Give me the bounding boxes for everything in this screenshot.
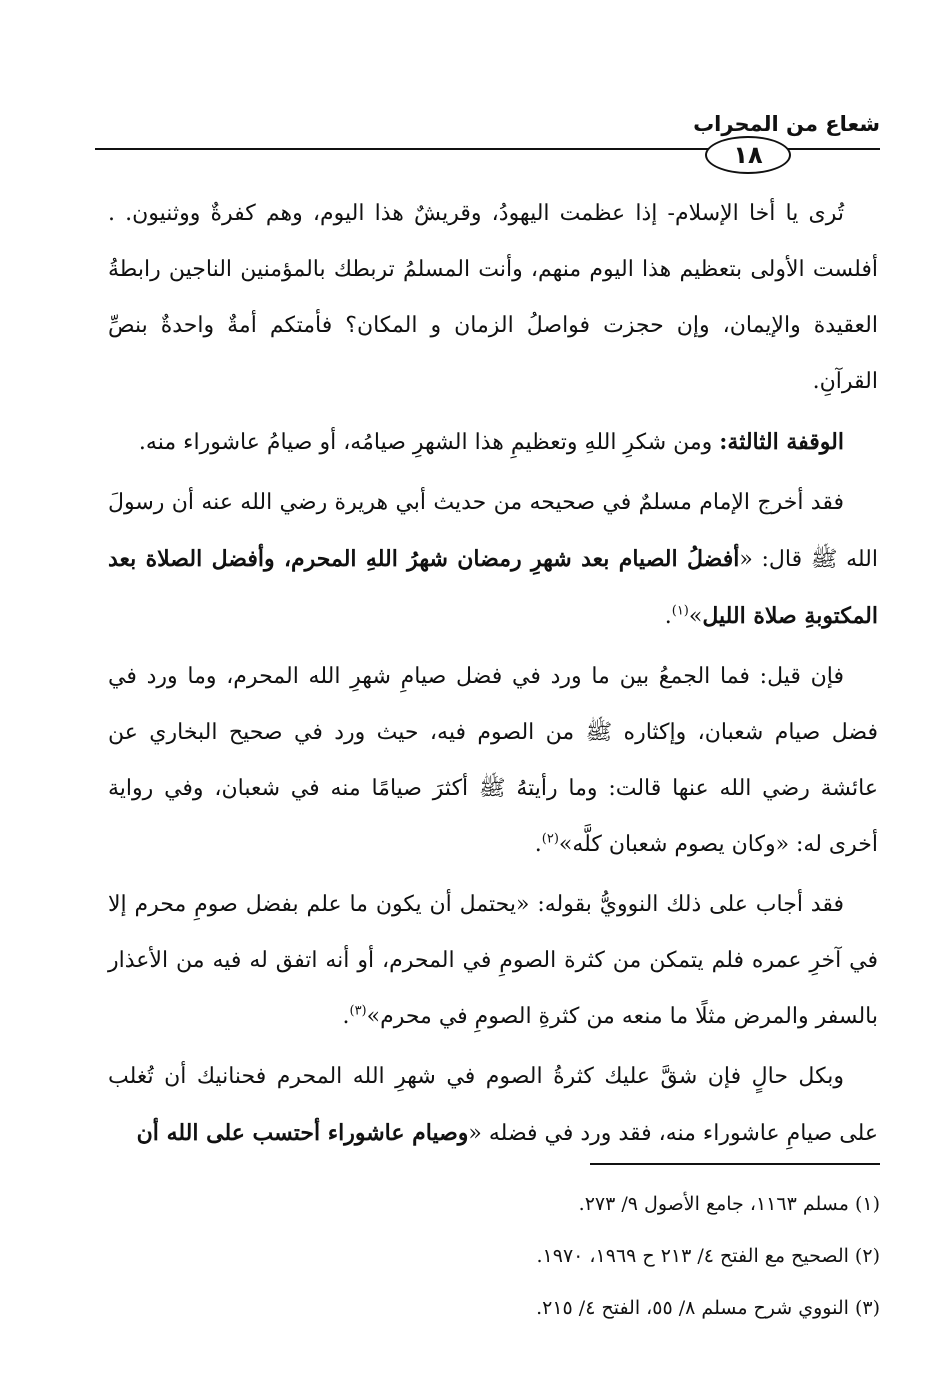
- period: .: [534, 832, 542, 857]
- book-title: شعاع من المحراب: [693, 112, 880, 136]
- page-body: [108, 186, 878, 1162]
- paragraph-text: فإن قيل: فما الجمعُ بين ما ورد في فضل صيامِ شهرِ الله المحرم، وما ورد في فضل صيام شعبان، وإكثاره ﷺ من الصوم فيه، حيث ورد في صحيح البخاري عن عائشة رضي الله عنها قالت: وما رأيتهُ ﷺ أكثرَ صيامًا منه في شعبان، وفي رواية أخرى له: «وكان يصوم شعبان كلَّه»: [108, 664, 878, 857]
- hadith-quote: أفضلُ الصيام بعد شهرِ رمضان شهرُ اللهِ المحرم، وأفضل الصلاة بعد المكتوبةِ صلاة الليل: [108, 546, 878, 629]
- footnote-ref-2: (٢): [541, 831, 559, 847]
- paragraph-text: وبكل حالٍ فإن شقَّ عليك كثرةُ الصوم في شهرِ الله المحرم فحنانيك أن تُغلب على صيامِ عاشوراء منه، فقد ورد في فضله «: [108, 1064, 878, 1146]
- page-number: ١٨: [705, 136, 791, 174]
- quote-close: »: [688, 604, 703, 629]
- section-label: الوقفة الثالثة:: [719, 429, 844, 455]
- paragraph-text: فقد أخرج الإمام مسلمٌ في صحيحه من حديث أبي هريرة رضي الله عنه أن رسولَ الله ﷺ قال: «: [108, 490, 878, 572]
- period: .: [664, 604, 672, 629]
- footnotes: [100, 1178, 880, 1334]
- paragraph-2: [108, 414, 878, 471]
- paragraph-4: [108, 649, 878, 873]
- paragraph-1: [108, 186, 878, 410]
- footnote-2: (٢) الصحيح مع الفتح ٤/ ٢١٣ ح ١٩٦٩، ١٩٧٠.: [536, 1245, 880, 1267]
- hadith-quote: وصيام عاشوراء أحتسب على الله أن: [136, 1120, 469, 1146]
- paragraph-text: فقد أجاب على ذلك النوويُّ بقوله: «يحتمل أن يكون ما علم بفضل صومِ محرم إلا في آخرِ عمره فلم يتمكن من كثرة الصومِ في المحرم، أو أنه اتفق له فيه من الأعذار بالسفر والمرض مثلًا ما منعه من كثرةِ الصومِ في محرم»: [108, 892, 878, 1029]
- paragraph-5: [108, 877, 878, 1045]
- page-header: [95, 108, 880, 188]
- paragraph-6: [108, 1049, 878, 1162]
- footnote-ref-3: (٣): [349, 1003, 367, 1019]
- footnote-ref-1: (١): [671, 603, 689, 619]
- paragraph-text: تُرى يا أخا الإسلام- إذا عظمت اليهودُ، وقريشٌ هذا اليوم، وهم كفرةٌ ووثنيون. . أفلست الأولى بتعظيم هذا اليوم منهم، وأنت المسلمُ تربطك بالمؤمنين الناجين رابطةُ العقيدة والإيمان، وإن حجزت فواصلُ الزمان و المكان؟ فأمتكم أمةٌ واحدةٌ بنصِّ القرآنِ.: [108, 201, 878, 394]
- paragraph-3: [108, 475, 878, 645]
- paragraph-text: ومن شكرِ اللهِ وتعظيمِ هذا الشهرِ صيامُه، أو صيامُ عاشوراء منه.: [138, 430, 720, 455]
- footnote-3: (٣) النووي شرح مسلم ٨/ ٥٥، الفتح ٤/ ٢١٥.: [536, 1297, 880, 1319]
- period: .: [342, 1004, 350, 1029]
- footnote-divider: [590, 1163, 880, 1165]
- footnote-1: (١) مسلم ١١٦٣، جامع الأصول ٩/ ٢٧٣.: [578, 1193, 880, 1215]
